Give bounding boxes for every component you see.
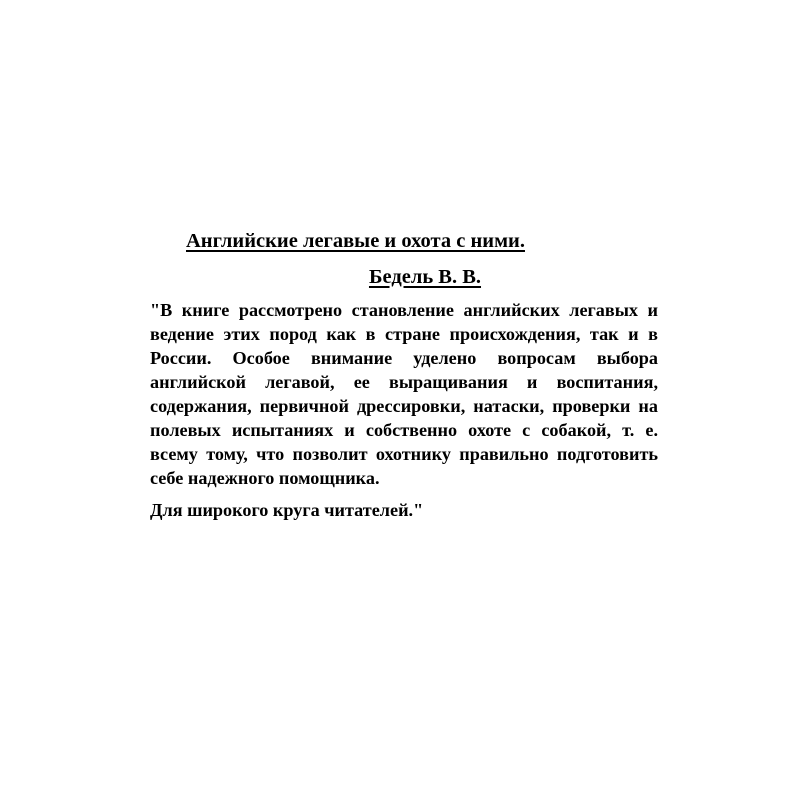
book-description: [150, 226, 658, 522]
book-title: Английские легавые и охота с ними.: [186, 230, 525, 252]
audience-note: Для широкого круга читателей.": [150, 500, 424, 520]
book-annotation: "В книге рассмотрено становление английских легавых и ведение этих пород как в стране происхождения, так и в России. Особое внимание уделено вопросам выбора английской легавой, ее выращивания и воспитания, содержания, первичной дрессировки, натаски, проверки на полевых испытаниях и собственно охоте с собакой, т. е. всему тому, что позволит охотнику правильно подготовить себе надежного помощника.: [150, 300, 658, 488]
book-author: Бедель В. В.: [368, 266, 482, 288]
